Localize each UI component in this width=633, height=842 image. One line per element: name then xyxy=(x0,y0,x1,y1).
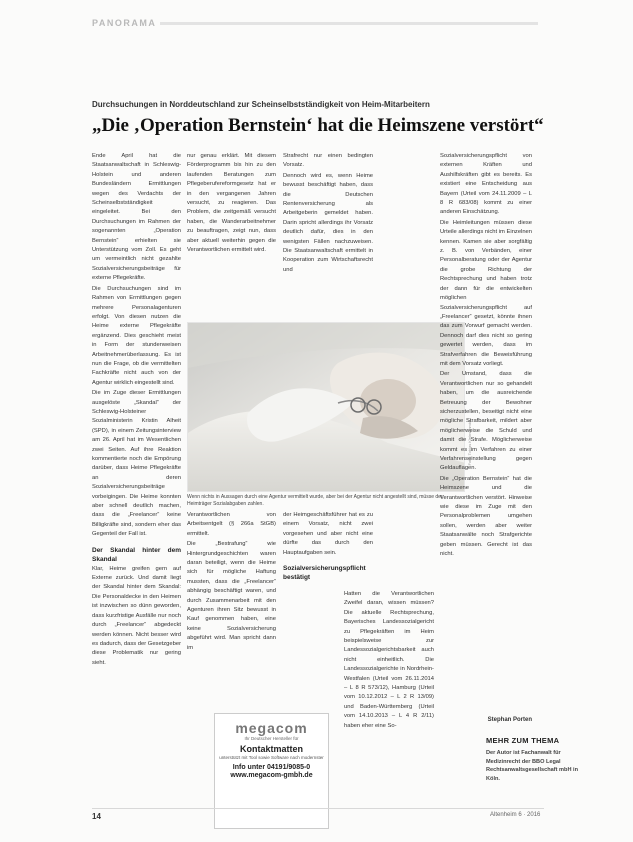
ad-phone: Info unter 04191/9085-0 xyxy=(232,764,311,771)
more-text: Der Autor ist Fachanwalt für Medizinrecht der BBO Legal Rechtsanwaltsgesellschaft mbH in Köln. xyxy=(486,750,579,782)
paragraph: Der Umstand, dass die Verantwortlichen nur so gehandelt haben, um die ausreichende Betreuung der Bewohner sicherzustellen, beseitigt nicht eine mögliche Strafbarkeit, mildert aber möglicherweise die Schuld und damit die Strafe. Möglicherweise kommt es im Verfahren zu einer Verfahrenseinstellung gegen Geldauflagen. xyxy=(440,371,532,472)
paragraph: Hatten die Verantwortlichen Zweifel daran, wissen müssen? Die aktuelle Rechtsprechung, Bayerisches Landessozialgericht zu Pflegekräften im Heim beispielsweise zur Landessozialgerichtsbarkeit auch nicht einheitlich. Die Landessozialgerichte in Nordrhein-Westfalen (Urteil vom 26.11.2014 – L 8 R 573/12), Hamburg (Urteil vom 10.12.2012 – L 2 R 13/09) und Baden-Württemberg (Urteil vom 14.10.2013 – L 4 R 2/11) haben eher eine So- xyxy=(344,591,434,729)
paragraph: Dennoch wird es, wenn Heime bewusst beschäftigt haben, dass die Deutschen Rentenversicherung als Arbeitgeberin gemeldet haben. Darin spricht allerdings ihr Vorsatz deutlich dafür, dies in den wenigsten Fällen nachzuweisen. Die Staatsanwaltschaft ermittelt in Kooperation zum Wirtschaftsrecht und xyxy=(283,172,373,273)
paragraph: der Heimgeschäftsführer hat es zu einem Vorsatz, nicht zwei vorgesehen und aber nicht eine dürfte das durch den Hauptaufgaben sein. xyxy=(283,512,373,556)
paragraph: Die „Operation Bernstein“ hat die Heimszene und die Verantwortlichen verstört. Hinweise wie diese im Zuge mit den Personalproblemen umgehen sollen, werden aber weiter Staatsanwälte noch Strafgerichte geben müssen. Gerecht ist das nicht. xyxy=(440,475,532,558)
paragraph: Die Durchsuchungen sind im Rahmen von Ermittlungen gegen mehrere Personalagenturen erfolgt. Von diesen nutzen die Heime externe Pflegekräfte ergänzend. Dies geschieht meist in Form der stundenweisen Arbeitnehmerüberlassung. Es ist nun die Frage, ob die vermittelten Fachkräfte nicht auch von der Agentur wirklich eingestellt sind. xyxy=(92,285,181,386)
nursing-care-photo xyxy=(188,323,465,492)
author-name: Stephan Porten xyxy=(487,717,532,723)
paragraph: nur genau erklärt. Mit diesem Förderprogramm bis hin zu den laufenden Beratungen zum Pflegeberufereformgesetz hat er in den vergangenen Jahren versucht, zu reagieren. Das Problem, die zeitgemäß versucht haben, die Wanderarbeitnehmer zu beauftragen, zeigt nun, dass aber aktuell weiterhin gegen die Verantwortlichen ermittelt wird. xyxy=(187,153,276,254)
page-number: 14 xyxy=(92,812,101,821)
body-column-3-bottom xyxy=(283,511,373,591)
footer-divider xyxy=(92,808,544,809)
issue-label: Altenheim 6 · 2016 xyxy=(490,812,541,818)
section-divider xyxy=(160,22,538,25)
subheading: Sozialversicherungspflicht bestätigt xyxy=(283,565,366,582)
article-headline: „Die ‚Operation Bernstein‘ hat die Heimszene verstört“ xyxy=(92,115,544,136)
ad-title: Kontaktmatten xyxy=(239,744,303,754)
ad-website-link[interactable]: www.megacom-gmbh.de xyxy=(230,772,313,779)
more-title: MEHR ZUM THEMA xyxy=(486,736,560,745)
body-column-3-continued xyxy=(344,590,434,820)
paragraph: Die „Bestrafung“ wie Hintergrundgeschichten waren daran beteiligt, wenn die Heime sich für mögliche Haftung mussten, dass die „Freelancer“ abhängig beschäftigt waren, und durch Zusammenarbeit mit den Agenturen ihren Sitz bewusst in Kauf genommen haben, eine keine Sozialversicherung abgeführt wird. Man spricht dann im xyxy=(187,541,276,651)
advertisement[interactable] xyxy=(214,713,329,829)
paragraph: Verantwortlichen von Arbeitsentgelt (§ 266a StGB) ermittelt. xyxy=(187,512,276,537)
body-column-1 xyxy=(92,152,181,820)
body-column-3-top xyxy=(283,152,373,317)
paragraph: Klar, Heime greifen gern auf Externe zurück. Und damit liegt der Skandal hinter dem Skandal: Die Personaldecke in den Heimen ist inzwischen so dünn geworden, dass kurzfristige Ausfälle nur noch durch „Freelancer“ abgedeckt werden können. Nicht besser wird es dadurch, dass der Gesetzgeber diese Problematik nur gering sieht. xyxy=(92,565,181,666)
paragraph: Die im Zuge dieser Ermittlungen ausgelöste „Skandal“ der Schleswig-Holsteiner Sozialministerin Kristin Alheit (SPD), in einem Zeitungsinterview am 26. April hat im Wesentlichen zwei Seiten. Auf ihre Reaktion kommentierte noch die Empörung darüber, dass Heime Pflegekräfte an deren Sozialversicherungsbeiträge vorbeigingen. Die Heime konnten aber schnell deutlich machen, dass die „Freelancer“ keine Billigkräfte sind, sondern eher das Gegenteil der Fall ist. xyxy=(92,390,181,538)
article-kicker: Durchsuchungen in Norddeutschland zur Scheinselbstständigkeit von Heim-Mitarbeitern xyxy=(92,100,430,109)
paragraph: Sozialversicherungspflicht von externen Kräften und Aushilfskräften gibt es bereits. Es existiert eine Entscheidung aus Bayern (Urteil vom 24.11.2009 – L 8 R 683/08) kommt zu einer anderen Einschätzung. xyxy=(440,153,532,216)
ad-logo: megacom xyxy=(235,720,308,736)
photo-caption: Wenn nichts in Aussagen durch eine Agentur vermittelt wurde, aber bei der Agentur nicht angestellt sind, müsse der Heimträger Sozialabgaben zahlen. xyxy=(187,494,443,507)
paragraph: Die Heimleitungen müssen diese Urteile allerdings nicht im Einzelnen kennen. Kamen sie aber sorgfältig z. B. von Verbänden, einer Personalberatung oder der Agentur die grobe Richtung der Rechtsprechung und haben trotz der dann für die entwickelten möglichen Sozialversicherungspflicht auf „Freelancer“ gesetzt, könnte ihnen das zum Vorwurf gemacht werden. Dennoch darf dies nicht so gering gewertet werden, dass im Strafverfahren die Beweisführung mit dem Vorsatz vorliegt. xyxy=(440,219,532,367)
subheading: Der Skandal hinter dem Skandal xyxy=(92,546,181,563)
paragraph: Ende April hat die Staatsanwaltschaft in Schleswig-Holstein und anderen Bundesländern Ermittlungen wegen des Verdachts der Scheinselbstständigkeit eingeleitet. Bei den Durchsuchungen im Rahmen der sogenannten „Operation Bernstein“ erhielten sie Unterstützung vom Zoll. Es geht um vermeintlich nicht gezahlte Sozialversicherungsbeiträge für externe Pflegekräfte. xyxy=(92,153,181,282)
paragraph: Strafrecht nur einen bedingten Vorsatz. xyxy=(283,153,373,169)
section-label: PANORAMA xyxy=(92,18,157,28)
ad-tagline: Ihr Deutscher Hersteller für xyxy=(244,736,299,741)
article-photo xyxy=(187,322,465,492)
more-on-topic-box xyxy=(486,736,590,800)
body-column-4 xyxy=(440,152,532,712)
body-column-2-top xyxy=(187,152,276,317)
photo-credit: Foto: Tobias Kleinschmidt xyxy=(467,420,472,466)
ad-subtitle: unterstützt mit Tool sowie Software nach modernster xyxy=(219,755,324,760)
